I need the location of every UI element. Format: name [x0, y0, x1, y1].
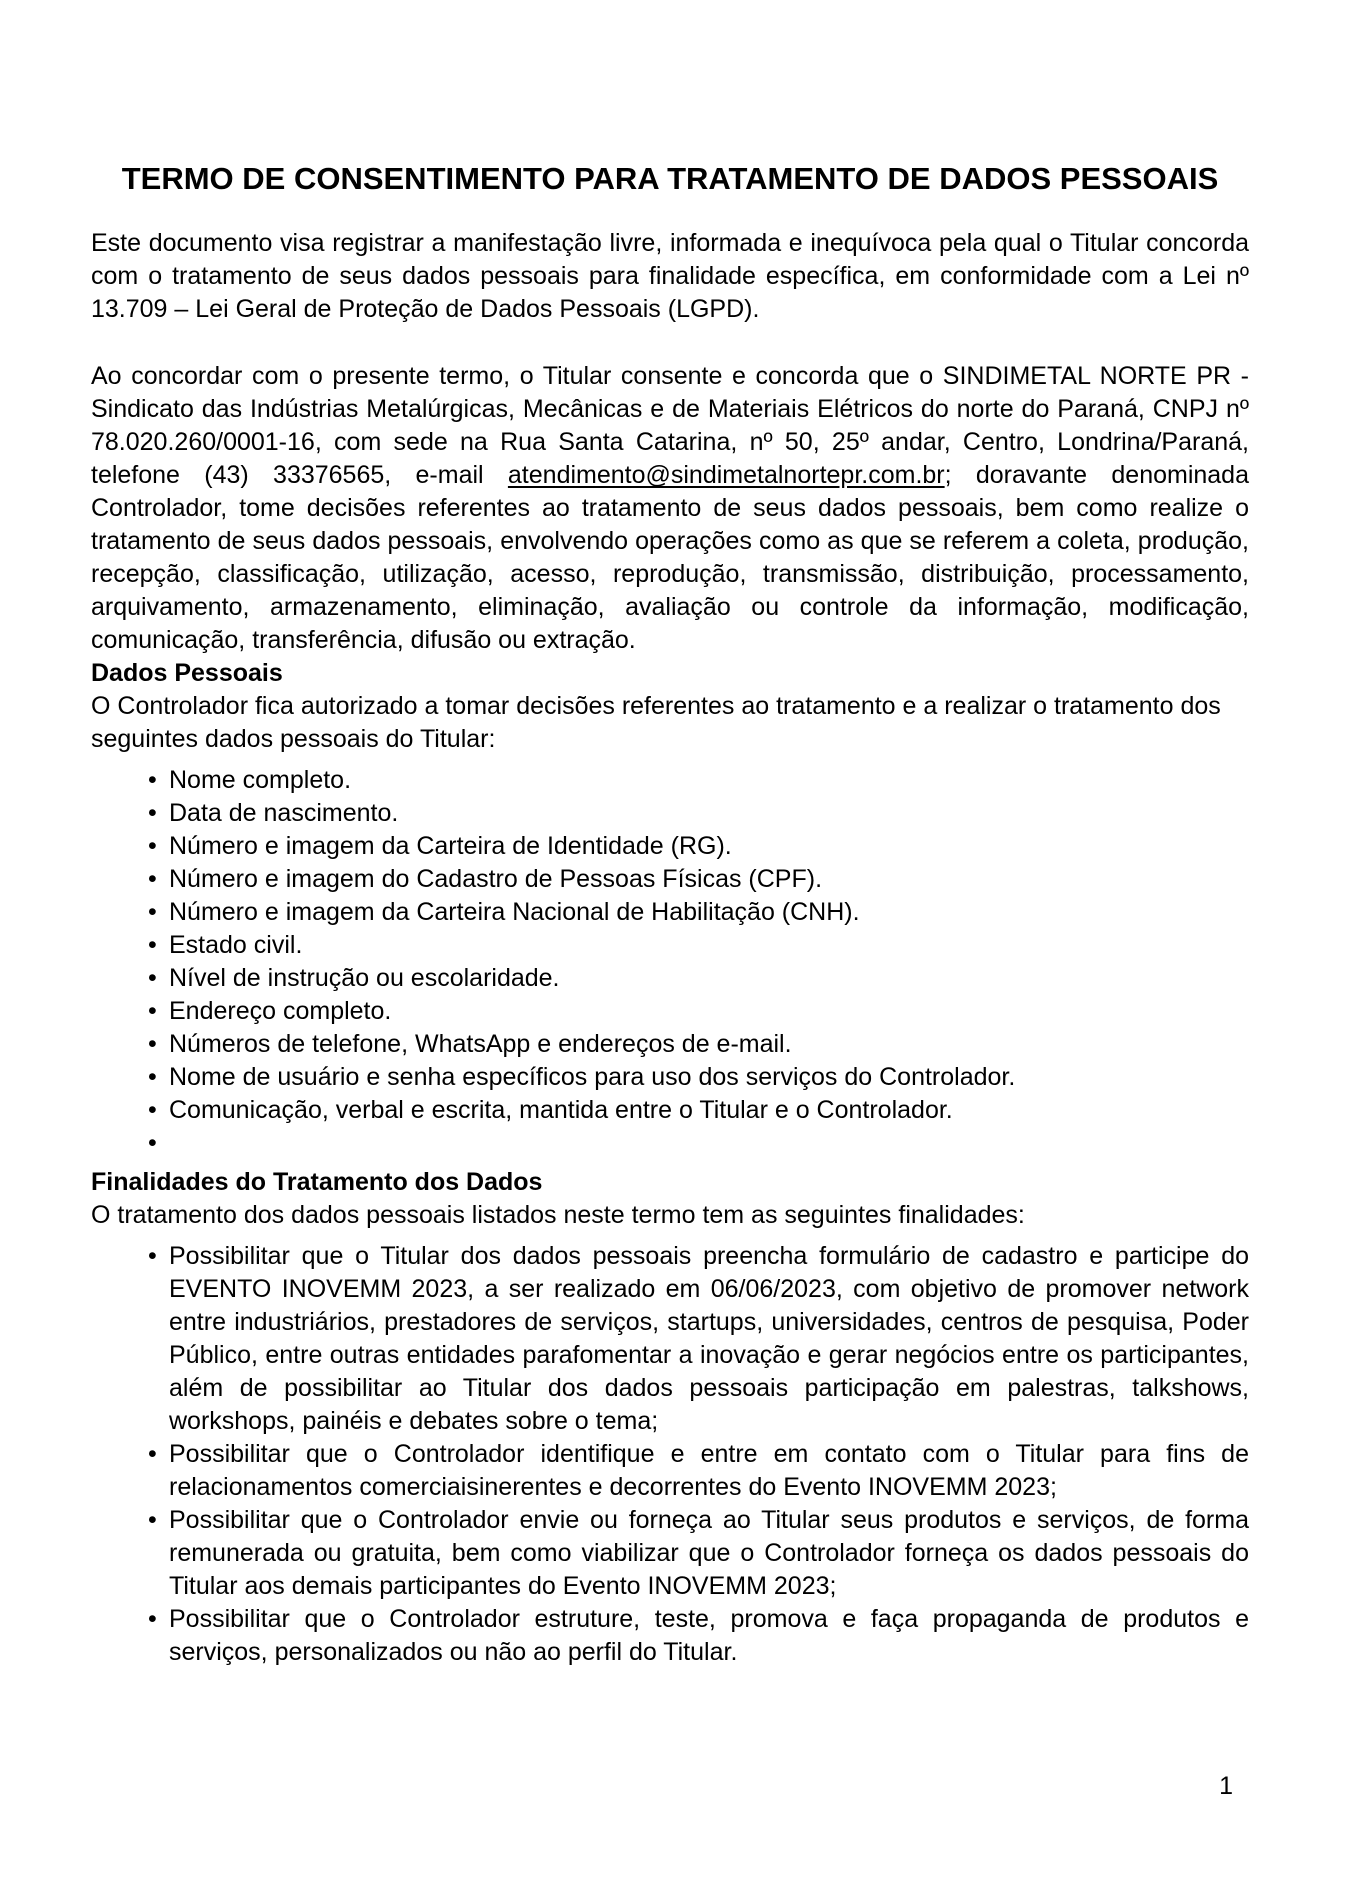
section-heading-personal-data: Dados Pessoais	[91, 659, 283, 687]
personal-data-item: • Número e imagem da Carteira de Identidade (RG).	[91, 830, 1249, 863]
page-number: 1	[1219, 1772, 1233, 1800]
personal-data-item: • Nome de usuário e senha específicos para uso dos serviços do Controlador.	[91, 1061, 1249, 1094]
section-heading-purposes: Finalidades do Tratamento dos Dados	[91, 1168, 543, 1196]
personal-data-item: • Data de nascimento.	[91, 797, 1249, 830]
personal-data-item: • Nome completo.	[91, 764, 1249, 797]
personal-data-item: • Nível de instrução ou escolaridade.	[91, 962, 1249, 995]
personal-data-item: • Números de telefone, WhatsApp e endereços de e-mail.	[91, 1028, 1249, 1061]
personal-data-list	[91, 764, 1249, 1160]
personal-data-item: • Endereço completo.	[91, 995, 1249, 1028]
personal-data-item: • Comunicação, verbal e escrita, mantida entre o Titular e o Controlador.	[91, 1094, 1249, 1127]
personal-data-item: • Estado civil.	[91, 929, 1249, 962]
agreement-paragraph	[91, 360, 1249, 657]
purpose-item: • Possibilitar que o Controlador identifique e entre em contato com o Titular para fins de relacionamentos comerciaisinerentes e decorrentes do Evento INOVEMM 2023;	[91, 1438, 1249, 1504]
email-link[interactable]: atendimento@sindimetalnortepr.com.br	[507, 461, 945, 489]
page-content	[91, 0, 1249, 1669]
agreement-text-after-email: ; doravante denominada Controlador, tome decisões referentes ao tratamento de seus dados pessoais, bem como realize o tratamento de seus dados pessoais, envolvendo operações como as que se referem a coleta, produção, recepção, classificação, utilização, acesso, reprodução, transmissão, distribuição, processamento, arquivamento, armazenamento, eliminação, avaliação ou controle da informação, modificação, comunicação, transferência, difusão ou extração.	[91, 461, 1249, 654]
purposes-lead: O tratamento dos dados pessoais listados neste termo tem as seguintes finalidades:	[91, 1201, 1025, 1229]
agreement-text-before-email: Ao concordar com o presente termo, o Titular consente e concorda que o SINDIMETAL NORTE PR - Sindicato das Indústrias Metalúrgicas, Mecânicas e de Materiais Elétricos do norte do Paraná, CNPJ nº 78.020.260/0001-16, com sede na Rua Santa Catarina, nº 50, 25º andar, Centro, Londrina/Paraná, telefone (43) 33376565, e-mail	[91, 362, 1249, 489]
intro-paragraph: Este documento visa registrar a manifestação livre, informada e inequívoca pela qual o Titular concorda com o tratamento de seus dados pessoais para finalidade específica, em conformidade com a Lei nº 13.709 – Lei Geral de Proteção de Dados Pessoais (LGPD).	[91, 229, 1249, 323]
personal-data-item: • Número e imagem do Cadastro de Pessoas Físicas (CPF).	[91, 863, 1249, 896]
personal-data-item: • Número e imagem da Carteira Nacional de Habilitação (CNH).	[91, 896, 1249, 929]
purposes-list	[91, 1240, 1249, 1669]
purpose-item: • Possibilitar que o Controlador estruture, teste, promova e faça propaganda de produtos e serviços, personalizados ou não ao perfil do Titular.	[91, 1603, 1249, 1669]
page-title: TERMO DE CONSENTIMENTO PARA TRATAMENTO DE DADOS PESSOAIS	[121, 161, 1219, 196]
personal-data-item-empty	[91, 1127, 1249, 1160]
personal-data-lead: O Controlador fica autorizado a tomar decisões referentes ao tratamento e a realizar o tratamento dos seguintes dados pessoais do Titular:	[91, 692, 1221, 753]
purpose-item: • Possibilitar que o Controlador envie ou forneça ao Titular seus produtos e serviços, de forma remunerada ou gratuita, bem como viabilizar que o Controlador forneça os dados pessoais do Titular aos demais participantes do Evento INOVEMM 2023;	[91, 1504, 1249, 1603]
purpose-item: • Possibilitar que o Titular dos dados pessoais preencha formulário de cadastro e participe do EVENTO INOVEMM 2023, a ser realizado em 06/06/2023, com objetivo de promover network entre industriários, prestadores de serviços, startups, universidades, centros de pesquisa, Poder Público, entre outras entidades parafomentar a inovação e gerar negócios entre os participantes, além de possibilitar ao Titular dos dados pessoais participação em palestras, talkshows, workshops, painéis e debates sobre o tema;	[91, 1240, 1249, 1438]
